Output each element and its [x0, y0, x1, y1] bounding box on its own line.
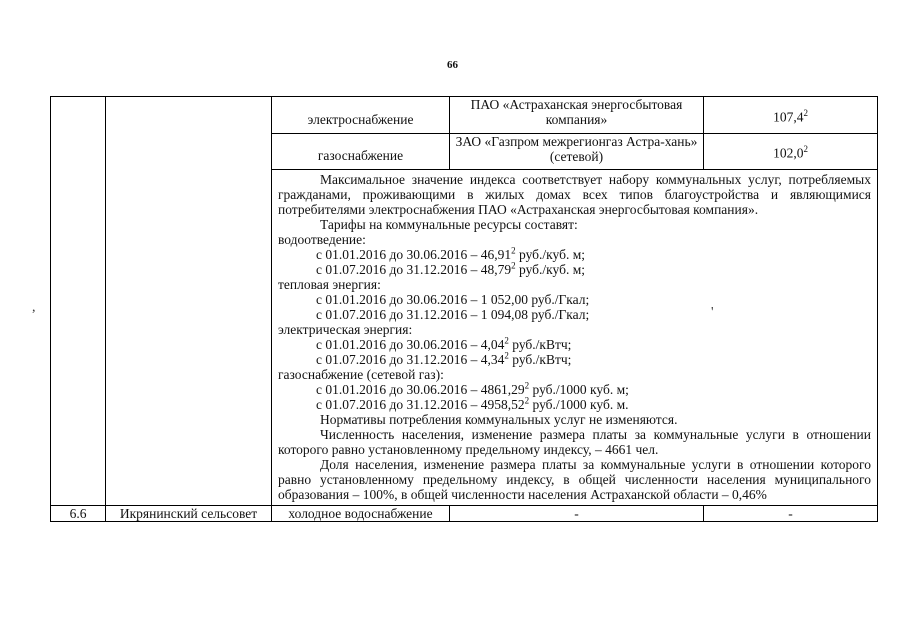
row-number-cell	[51, 97, 106, 506]
tariff-line: с 01.07.2016 до 31.12.2016 – 48,79$^2$ руб./куб. м;	[316, 260, 585, 277]
municipality-cell	[106, 97, 272, 506]
row-number: 6.6	[51, 506, 106, 522]
norms-paragraph: Нормативы потребления коммунальных услуг не изменяются.	[320, 412, 678, 427]
explanation-text	[272, 170, 878, 506]
tariff-line: с 01.01.2016 до 30.06.2016 – 4861,29$^2$ руб./1000 куб. м;	[316, 380, 629, 397]
tariff-line: с 01.01.2016 до 30.06.2016 – 1 052,00 руб./Гкал;	[316, 292, 590, 307]
heat-label: тепловая энергия:	[278, 277, 381, 292]
tariff-line: с 01.01.2016 до 30.06.2016 – 4,04$^2$ руб./кВтч;	[316, 335, 572, 352]
table-row	[51, 97, 878, 134]
tariffs-intro: Тарифы на коммунальные ресурсы составят:	[320, 217, 578, 232]
scan-mark: '	[711, 305, 714, 320]
organization-name: ПАО «Астраханская энергосбытовая компания»	[450, 97, 704, 134]
organization-name: ЗАО «Газпром межрегионгаз Астра-хань» (сетевой)	[450, 134, 704, 170]
tariff-line: с 01.07.2016 до 31.12.2016 – 4958,52$^2$ руб./1000 куб. м.	[316, 395, 629, 412]
electricity-label: электрическая энергия:	[278, 322, 413, 337]
tariff-line: с 01.07.2016 до 31.12.2016 – 4,34$^2$ руб./кВтч;	[316, 350, 572, 367]
service-name: электроснабжение	[272, 97, 450, 134]
water-label: водоотведение:	[278, 232, 366, 247]
page-number: 66	[447, 59, 458, 71]
service-name: газоснабжение	[272, 134, 450, 170]
tariff-line: с 01.07.2016 до 31.12.2016 – 1 094,08 руб./Гкал;	[316, 307, 590, 322]
index-value: 107,4$^2$	[704, 97, 878, 134]
gas-label: газоснабжение (сетевой газ):	[278, 367, 444, 382]
share-paragraph: Доля населения, изменение размера платы за коммунальные услуги в отношении которого равно установленному предельному индексу, в общей численности населения муниципального образования – 100%, в общей численности населения Астраханской области – 0,46%	[278, 457, 871, 502]
max-index-paragraph: Максимальное значение индекса соответствует набору коммунальных услуг, потребляемых гражданами, проживающими в жилых домах всех типов благоустройства и являющимися потребителями электроснабжения ПАО «Астраханская энергосбытовая компания».	[278, 172, 871, 217]
table-row	[51, 506, 878, 522]
municipality-name: Икрянинский сельсовет	[106, 506, 272, 522]
scan-mark: ,	[32, 300, 36, 315]
tariff-line: с 01.01.2016 до 30.06.2016 – 46,91$^2$ руб./куб. м;	[316, 245, 585, 262]
index-value: 102,0$^2$	[704, 134, 878, 170]
organization-name: -	[450, 506, 704, 522]
service-name: холодное водоснабжение	[272, 506, 450, 522]
population-paragraph: Численность населения, изменение размера платы за коммунальные услуги в отношении которого равно установленному предельному индексу, – 4661 чел.	[278, 427, 871, 457]
tariff-table	[50, 96, 878, 522]
index-value: -	[704, 506, 878, 522]
